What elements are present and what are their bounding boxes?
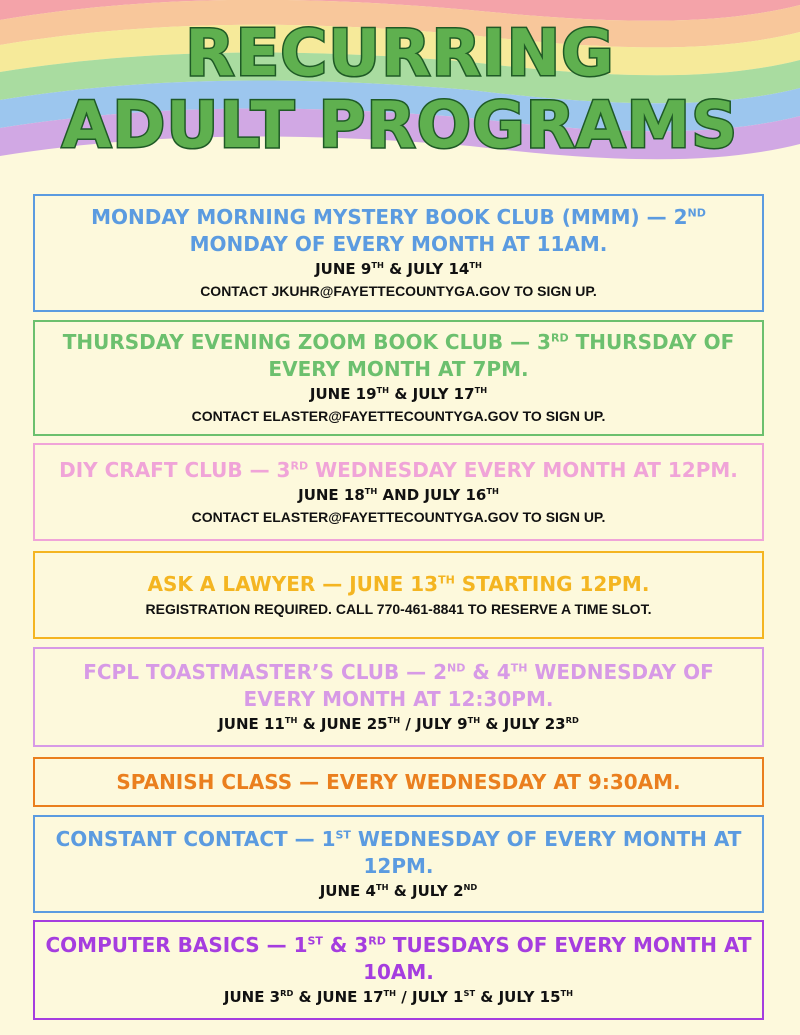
program-heading: DIY CRAFT CLUB — 3RD WEDNESDAY EVERY MONTH AT 12PM.: [59, 457, 738, 482]
program-dates: JUNE 18TH AND JULY 16TH: [298, 485, 499, 504]
program-heading: THURSDAY EVENING ZOOM BOOK CLUB — 3RD THURSDAY OF EVERY MONTH AT 7PM.: [62, 330, 735, 381]
program-contact: REGISTRATION REQUIRED. CALL 770-461-8841 TO RESERVE A TIME SLOT.: [145, 600, 652, 617]
program-dates: JUNE 11TH & JUNE 25TH / JULY 9TH & JULY 23RD: [218, 715, 579, 733]
program-contact: CONTACT ELASTER@FAYETTECOUNTYGA.GOV TO SIGN UP.: [191, 508, 606, 525]
title-line-1: RECURRING: [185, 17, 615, 91]
program-heading: COMPUTER BASICS — 1ST & 3RD TUESDAYS OF EVERY MONTH AT 10AM.: [45, 933, 752, 984]
program-heading: CONSTANT CONTACT — 1ST WEDNESDAY OF EVERY MONTH AT 12PM.: [55, 827, 742, 878]
program-heading: FCPL TOASTMASTER’S CLUB — 2ND & 4TH WEDNESDAY OF EVERY MONTH AT 12:30PM.: [83, 660, 714, 711]
heading-text: MONDAY MORNING MYSTERY BOOK CLUB (MMM) — 2: [91, 205, 688, 229]
program-card-spanish-class: [33, 757, 764, 807]
program-contact: CONTACT ELASTER@FAYETTECOUNTYGA.GOV TO SIGN UP.: [191, 408, 606, 424]
program-card-computer-basics: [33, 920, 764, 1020]
program-card-diy-craft-club: [33, 443, 764, 541]
program-card-toastmasters: [33, 647, 764, 747]
title-line-2: ADULT PROGRAMS: [61, 89, 739, 163]
program-card-mystery-book-club: [33, 194, 764, 312]
program-dates: JUNE 4TH & JULY 2ND: [319, 882, 478, 900]
program-heading: ASK A LAWYER — JUNE 13TH STARTING 12PM.: [147, 571, 650, 596]
heading-text: MONDAY OF EVERY MONTH AT 11AM.: [189, 232, 608, 256]
heading-sup: ND: [687, 206, 706, 220]
program-heading: [81, 204, 716, 258]
program-card-constant-contact: [33, 815, 764, 913]
program-heading: SPANISH CLASS — EVERY WEDNESDAY AT 9:30AM.: [116, 769, 681, 794]
program-dates: JUNE 19TH & JULY 17TH: [309, 385, 488, 403]
program-contact: CONTACT JKUHR@FAYETTECOUNTYGA.GOV TO SIGN UP.: [200, 283, 597, 299]
program-card-zoom-book-club: [33, 320, 764, 436]
program-dates: JUNE 3RD & JUNE 17TH / JULY 1ST & JULY 15TH: [223, 988, 574, 1006]
program-dates: JUNE 9TH & JULY 14TH: [315, 260, 482, 278]
program-card-ask-a-lawyer: [33, 551, 764, 639]
